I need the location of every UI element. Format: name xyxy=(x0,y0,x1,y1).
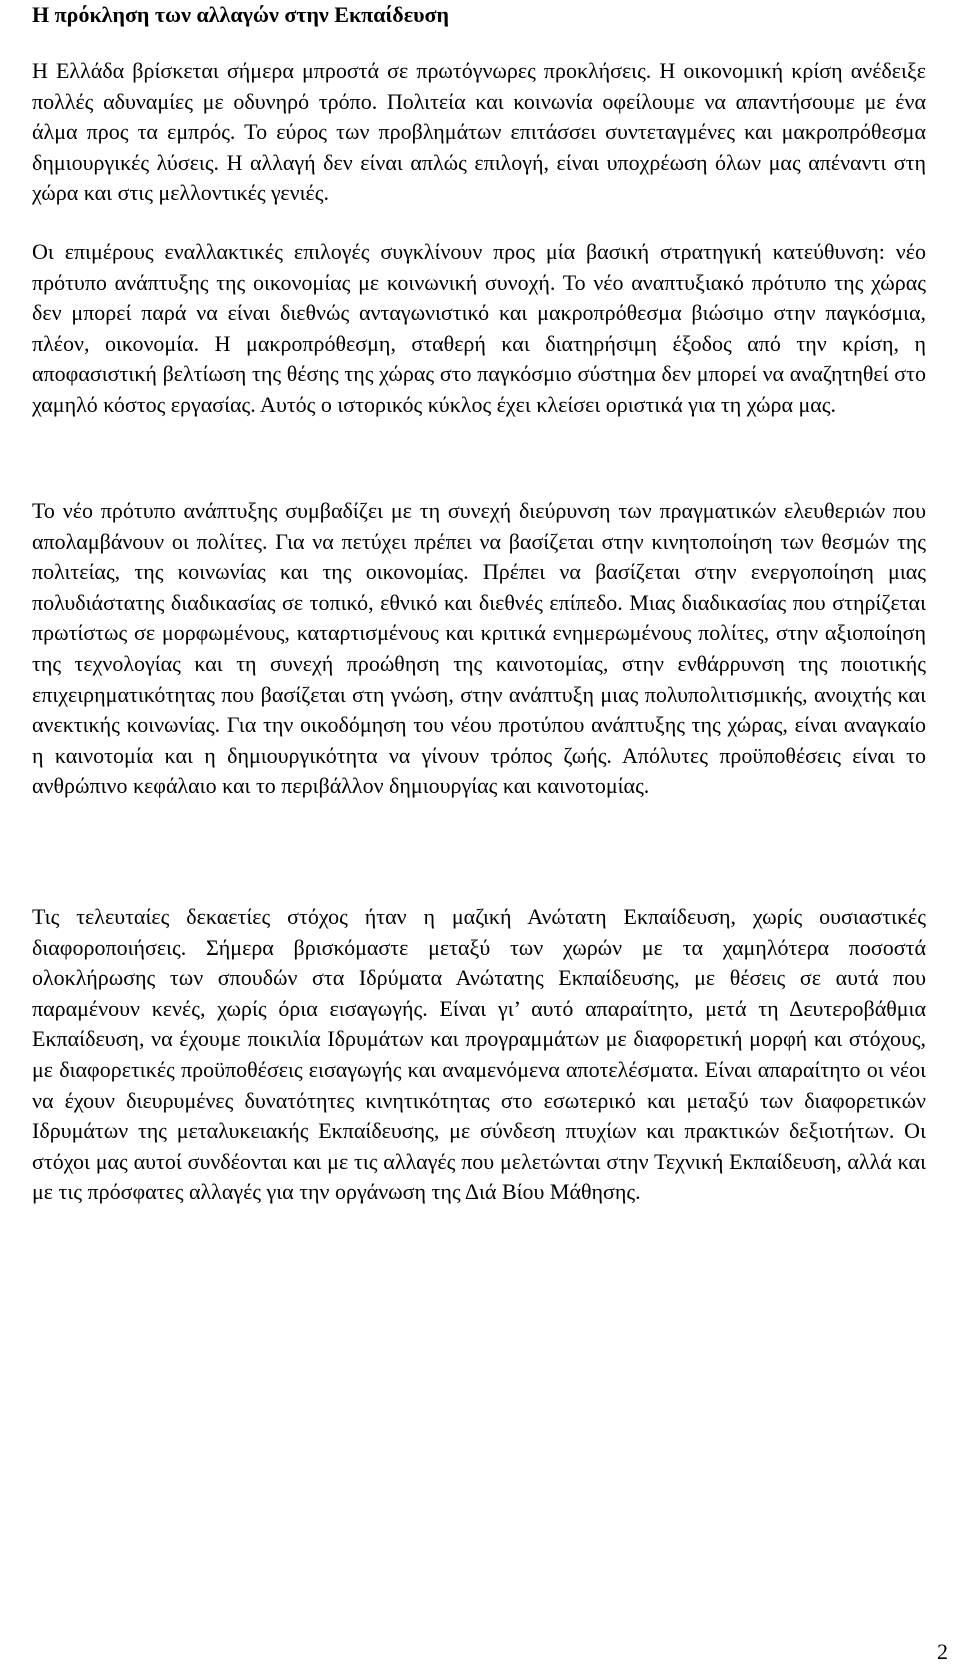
paragraph-4: Τις τελευταίες δεκαετίες στόχος ήταν η μαζική Ανώτατη Εκπαίδευση, χωρίς ουσιαστικές διαφοροποιήσεις. Σήμερα βρισκόμαστε μεταξύ των χωρών με τα χαμηλότερα ποσοστά ολοκλήρωσης των σπουδών στα Ιδρύματα Ανώτατης Εκπαίδευσης, με θέσεις σε αυτά που παραμένουν κενές, χωρίς όρια εισαγωγής. Είναι γι’ αυτό απαραίτητο, μετά τη Δευτεροβάθμια Εκπαίδευση, να έχουμε ποικιλία Ιδρυμάτων και προγραμμάτων με διαφορετική μορφή και στόχους, με διαφορετικές προϋποθέσεις εισαγωγής και αναμενόμενα αποτελέσματα. Είναι απαραίτητο οι νέοι να έχουν διευρυμένες δυνατότητες κινητικότητας στο εσωτερικό και μεταξύ των διαφορετικών Ιδρυμάτων της μεταλυκειακής Εκπαίδευσης, με σύνδεση πτυχίων και πρακτικών δεξιοτήτων. Οι στόχοι μας αυτοί συνδέονται και με τις αλλαγές που μελετώνται στην Τεχνική Εκπαίδευση, αλλά και με τις πρόσφατες αλλαγές για την οργάνωση της Διά Βίου Μάθησης. xyxy=(32,904,926,1205)
paragraph-1: Η Ελλάδα βρίσκεται σήμερα μπροστά σε πρωτόγνωρες προκλήσεις. Η οικονομική κρίση ανέδειξε πολλές αδυναμίες με οδυνηρό τρόπο. Πολιτεία και κοινωνία οφείλουμε να απαντήσουμε με ένα άλμα προς τα εμπρός. Το εύρος των προβλημάτων επιτάσσει συντεταγμένες και μακροπρόθεσμα δημιουργικές λύσεις. Η αλλαγή δεν είναι απλώς επιλογή, είναι υποχρέωση όλων μας απέναντι στη χώρα και στις μελλοντικές γενιές. xyxy=(32,58,926,206)
paragraph-3: Το νέο πρότυπο ανάπτυξης συμβαδίζει με τη συνεχή διεύρυνση των πραγματικών ελευθεριών που απολαμβάνουν οι πολίτες. Για να πετύχει πρέπει να βασίζεται στην κινητοποίηση των θεσμών της πολιτείας, της κοινωνίας και της οικονομίας. Πρέπει να βασίζεται στην ενεργοποίηση μιας πολυδιάστατης διαδικασίας σε τοπικό, εθνικό και διεθνές επίπεδο. Μιας διαδικασίας που στηρίζεται πρωτίστως σε μορφωμένους, καταρτισμένους και κριτικά ενημερωμένους πολίτες, στην αξιοποίηση της τεχνολογίας και τη συνεχή προώθηση της καινοτομίας, στην ενθάρρυνση της ποιοτικής επιχειρηματικότητας που βασίζεται στη γνώση, στην ανάπτυξη μιας πολυπολιτισμικής, ανοιχτής και ανεκτικής κοινωνίας. Για την οικοδόμηση του νέου προτύπου ανάπτυξης της χώρας, είναι αναγκαίο η καινοτομία και η δημιουργικότητα να γίνουν τρόπος ζωής. Απόλυτες προϋποθέσεις είναι το ανθρώπινο κεφάλαιο και το περιβάλλον δημιουργίας και καινοτομίας. xyxy=(32,498,926,799)
document-title: Η πρόκληση των αλλαγών στην Εκπαίδευση xyxy=(32,2,450,27)
paragraph-2: Οι επιμέρους εναλλακτικές επιλογές συγκλίνουν προς μία βασική στρατηγική κατεύθυνση: νέο πρότυπο ανάπτυξης της οικονομίας με κοινωνική συνοχή. Το νέο αναπτυξιακό πρότυπο της χώρας δεν μπορεί παρά να είναι διεθνώς ανταγωνιστικό και μακροπρόθεσμα βιώσιμο στην παγκόσμια, πλέον, οικονομία. Η μακροπρόθεσμη, σταθερή και διατηρήσιμη έξοδος από την κρίση, η αποφασιστική βελτίωση της θέσης της χώρας στο παγκόσμιο σύστημα δεν μπορεί να αναζητηθεί στο χαμηλό κόστος εργασίας. Αυτός ο ιστορικός κύκλος έχει κλείσει οριστικά για τη χώρα μας. xyxy=(32,239,926,417)
document-page xyxy=(32,0,926,1205)
page-number: 2 xyxy=(937,1639,948,1664)
